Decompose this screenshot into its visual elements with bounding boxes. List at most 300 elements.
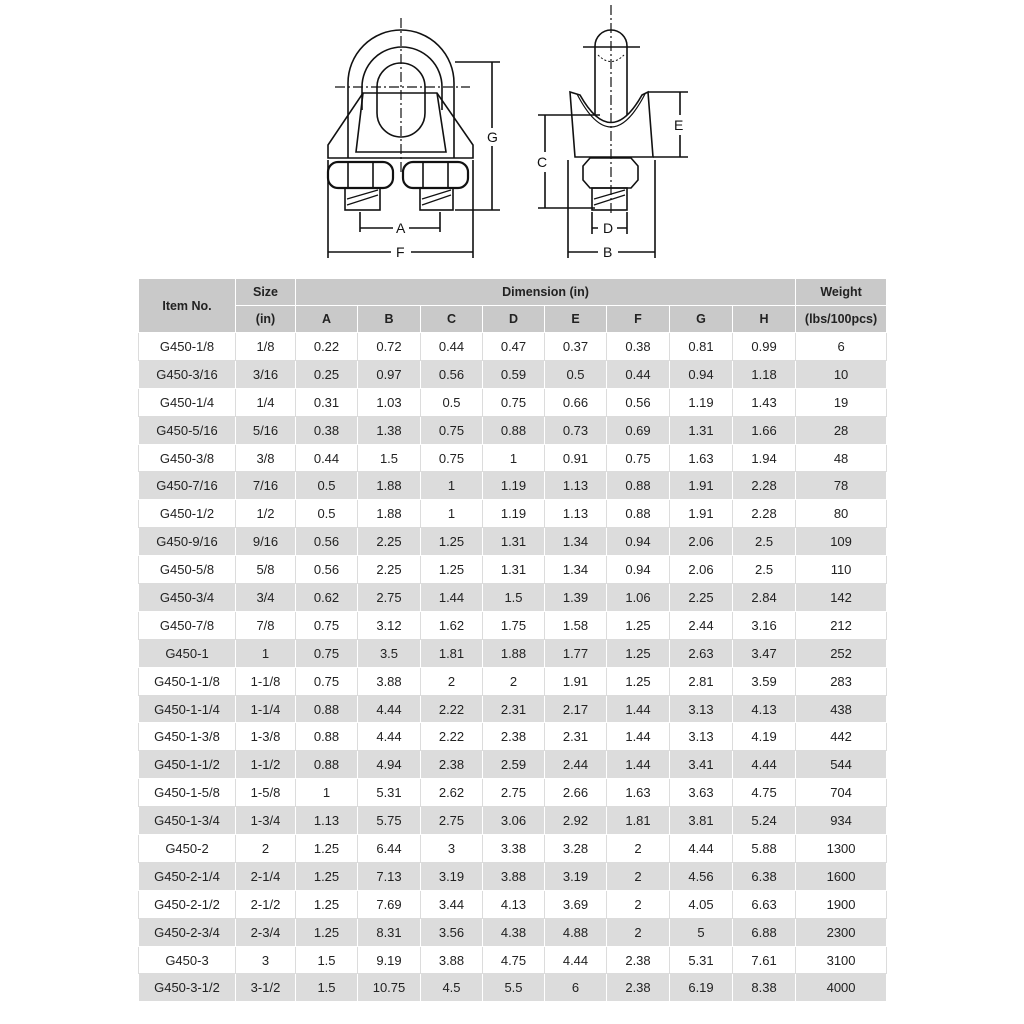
cell-c: 3.44: [421, 890, 483, 918]
table-row: [139, 918, 887, 946]
table-row: [139, 639, 887, 667]
table-row: [139, 723, 887, 751]
cell-c: 0.56: [421, 360, 483, 388]
cell-g: 1.63: [670, 444, 733, 472]
cell-d: 1.5: [483, 584, 545, 612]
cell-e: 2.17: [545, 695, 607, 723]
cell-h: 5.88: [733, 835, 796, 863]
cell-a: 0.75: [296, 667, 358, 695]
cell-e: 4.88: [545, 918, 607, 946]
cell-size: 1/4: [236, 388, 296, 416]
cell-size: 1/2: [236, 500, 296, 528]
header-item-no: Item No.: [139, 279, 236, 333]
cell-weight: 10: [796, 360, 887, 388]
header-dim-a: A: [296, 306, 358, 333]
cell-a: 0.88: [296, 695, 358, 723]
cell-size: 5/16: [236, 416, 296, 444]
cell-h: 1.66: [733, 416, 796, 444]
cell-d: 1.75: [483, 611, 545, 639]
cell-c: 0.5: [421, 388, 483, 416]
cell-g: 2.25: [670, 584, 733, 612]
cell-h: 8.38: [733, 974, 796, 1002]
cell-weight: 544: [796, 751, 887, 779]
cell-h: 4.19: [733, 723, 796, 751]
cell-size: 1: [236, 639, 296, 667]
cell-f: 2: [607, 862, 670, 890]
cell-c: 3.56: [421, 918, 483, 946]
cell-e: 6: [545, 974, 607, 1002]
cell-item: G450-1-1/2: [139, 751, 236, 779]
header-dim-h: H: [733, 306, 796, 333]
cell-d: 4.13: [483, 890, 545, 918]
cell-item: G450-2-1/4: [139, 862, 236, 890]
cell-b: 9.19: [358, 946, 421, 974]
cell-e: 2.92: [545, 807, 607, 835]
cell-f: 1.44: [607, 695, 670, 723]
cell-f: 0.38: [607, 333, 670, 361]
table-row: [139, 779, 887, 807]
cell-e: 1.34: [545, 556, 607, 584]
cell-item: G450-5/16: [139, 416, 236, 444]
cell-d: 2.38: [483, 723, 545, 751]
cell-e: 3.28: [545, 835, 607, 863]
cell-size: 3-1/2: [236, 974, 296, 1002]
cell-g: 2.06: [670, 528, 733, 556]
table-row: [139, 946, 887, 974]
cell-d: 3.06: [483, 807, 545, 835]
cell-c: 0.75: [421, 444, 483, 472]
cell-f: 1.44: [607, 751, 670, 779]
cell-c: 4.5: [421, 974, 483, 1002]
cell-weight: 212: [796, 611, 887, 639]
cell-h: 6.63: [733, 890, 796, 918]
cell-a: 0.75: [296, 611, 358, 639]
cell-size: 1-3/4: [236, 807, 296, 835]
cell-weight: 252: [796, 639, 887, 667]
cell-f: 1.06: [607, 584, 670, 612]
cell-weight: 934: [796, 807, 887, 835]
cell-h: 3.59: [733, 667, 796, 695]
cell-b: 4.94: [358, 751, 421, 779]
cell-b: 0.97: [358, 360, 421, 388]
cell-g: 2.63: [670, 639, 733, 667]
cell-b: 1.5: [358, 444, 421, 472]
cell-a: 0.22: [296, 333, 358, 361]
cell-f: 1.25: [607, 667, 670, 695]
cell-g: 3.41: [670, 751, 733, 779]
cell-f: 2: [607, 918, 670, 946]
cell-g: 2.44: [670, 611, 733, 639]
cell-e: 3.19: [545, 862, 607, 890]
cell-a: 0.5: [296, 472, 358, 500]
cell-a: 1.13: [296, 807, 358, 835]
cell-d: 0.88: [483, 416, 545, 444]
cell-g: 1.19: [670, 388, 733, 416]
dim-label-b: B: [603, 244, 613, 260]
cell-h: 4.13: [733, 695, 796, 723]
cell-e: 0.66: [545, 388, 607, 416]
cell-e: 1.39: [545, 584, 607, 612]
table-row: [139, 974, 887, 1002]
cell-e: 0.37: [545, 333, 607, 361]
cell-d: 1.31: [483, 528, 545, 556]
header-size-unit: (in): [236, 306, 296, 333]
table-row: [139, 584, 887, 612]
cell-b: 1.88: [358, 500, 421, 528]
cell-item: G450-1: [139, 639, 236, 667]
cell-size: 5/8: [236, 556, 296, 584]
cell-d: 4.38: [483, 918, 545, 946]
cell-item: G450-2-3/4: [139, 918, 236, 946]
cell-h: 0.99: [733, 333, 796, 361]
cell-g: 3.63: [670, 779, 733, 807]
cell-c: 1.25: [421, 556, 483, 584]
cell-weight: 78: [796, 472, 887, 500]
cell-h: 1.18: [733, 360, 796, 388]
cell-e: 4.44: [545, 946, 607, 974]
cell-d: 3.38: [483, 835, 545, 863]
cell-c: 1.44: [421, 584, 483, 612]
cell-e: 0.91: [545, 444, 607, 472]
cell-e: 1.13: [545, 472, 607, 500]
cell-weight: 142: [796, 584, 887, 612]
table-row: [139, 667, 887, 695]
front-view: [328, 18, 500, 258]
dim-label-g: G: [487, 129, 498, 145]
cell-f: 0.56: [607, 388, 670, 416]
cell-size: 2: [236, 835, 296, 863]
cell-d: 2.31: [483, 695, 545, 723]
cell-d: 0.75: [483, 388, 545, 416]
table-row: [139, 360, 887, 388]
header-dim-f: F: [607, 306, 670, 333]
cell-d: 5.5: [483, 974, 545, 1002]
cell-a: 0.88: [296, 723, 358, 751]
cell-d: 1.88: [483, 639, 545, 667]
header-dim-e: E: [545, 306, 607, 333]
table-row: [139, 528, 887, 556]
cell-a: 1.25: [296, 918, 358, 946]
cell-weight: 438: [796, 695, 887, 723]
cell-size: 1/8: [236, 333, 296, 361]
cell-h: 2.84: [733, 584, 796, 612]
cell-item: G450-2-1/2: [139, 890, 236, 918]
cell-f: 0.94: [607, 528, 670, 556]
cell-item: G450-1/2: [139, 500, 236, 528]
cell-b: 2.75: [358, 584, 421, 612]
cell-b: 8.31: [358, 918, 421, 946]
wire-rope-clip-drawing: [0, 0, 1024, 275]
cell-d: 4.75: [483, 946, 545, 974]
cell-e: 1.58: [545, 611, 607, 639]
cell-weight: 1300: [796, 835, 887, 863]
cell-f: 0.88: [607, 500, 670, 528]
cell-h: 6.88: [733, 918, 796, 946]
cell-f: 1.63: [607, 779, 670, 807]
cell-c: 3: [421, 835, 483, 863]
cell-b: 7.69: [358, 890, 421, 918]
cell-g: 6.19: [670, 974, 733, 1002]
cell-d: 0.47: [483, 333, 545, 361]
cell-g: 0.94: [670, 360, 733, 388]
cell-item: G450-3: [139, 946, 236, 974]
cell-f: 0.69: [607, 416, 670, 444]
cell-h: 3.16: [733, 611, 796, 639]
header-dim-b: B: [358, 306, 421, 333]
table-row: [139, 500, 887, 528]
cell-size: 2-3/4: [236, 918, 296, 946]
cell-size: 7/16: [236, 472, 296, 500]
cell-h: 6.38: [733, 862, 796, 890]
cell-d: 2: [483, 667, 545, 695]
cell-d: 2.59: [483, 751, 545, 779]
cell-h: 2.5: [733, 556, 796, 584]
cell-e: 0.5: [545, 360, 607, 388]
cell-weight: 1600: [796, 862, 887, 890]
table-row: [139, 890, 887, 918]
cell-weight: 2300: [796, 918, 887, 946]
dim-label-e: E: [674, 117, 684, 133]
cell-h: 2.5: [733, 528, 796, 556]
header-dimension: Dimension (in): [296, 279, 796, 306]
cell-item: G450-1/8: [139, 333, 236, 361]
cell-a: 0.88: [296, 751, 358, 779]
cell-b: 5.31: [358, 779, 421, 807]
cell-a: 0.38: [296, 416, 358, 444]
cell-weight: 1900: [796, 890, 887, 918]
cell-weight: 28: [796, 416, 887, 444]
cell-b: 1.03: [358, 388, 421, 416]
cell-weight: 442: [796, 723, 887, 751]
cell-c: 3.19: [421, 862, 483, 890]
cell-item: G450-3/16: [139, 360, 236, 388]
dim-label-c: C: [537, 154, 548, 170]
table-row: [139, 611, 887, 639]
cell-weight: 4000: [796, 974, 887, 1002]
cell-h: 2.28: [733, 500, 796, 528]
cell-h: 2.28: [733, 472, 796, 500]
cell-a: 1.5: [296, 974, 358, 1002]
cell-b: 5.75: [358, 807, 421, 835]
table-row: [139, 333, 887, 361]
cell-item: G450-2: [139, 835, 236, 863]
cell-b: 2.25: [358, 556, 421, 584]
cell-g: 2.81: [670, 667, 733, 695]
header-weight-unit: (lbs/100pcs): [796, 306, 887, 333]
header-size: Size: [236, 279, 296, 306]
cell-d: 1.31: [483, 556, 545, 584]
dim-label-f: F: [396, 244, 405, 260]
cell-c: 2.38: [421, 751, 483, 779]
cell-e: 1.34: [545, 528, 607, 556]
table-row: [139, 751, 887, 779]
cell-b: 10.75: [358, 974, 421, 1002]
cell-weight: 109: [796, 528, 887, 556]
cell-h: 1.94: [733, 444, 796, 472]
header-dim-d: D: [483, 306, 545, 333]
cell-a: 1.25: [296, 862, 358, 890]
cell-item: G450-1/4: [139, 388, 236, 416]
table-row: [139, 807, 887, 835]
cell-g: 2.06: [670, 556, 733, 584]
cell-b: 4.44: [358, 695, 421, 723]
cell-f: 1.81: [607, 807, 670, 835]
cell-a: 0.75: [296, 639, 358, 667]
table-row: [139, 835, 887, 863]
cell-b: 3.88: [358, 667, 421, 695]
header-dim-c: C: [421, 306, 483, 333]
cell-item: G450-3/8: [139, 444, 236, 472]
table-row: [139, 444, 887, 472]
cell-c: 2.62: [421, 779, 483, 807]
specification-table: [138, 278, 887, 1002]
cell-d: 1: [483, 444, 545, 472]
cell-b: 4.44: [358, 723, 421, 751]
table-row: [139, 862, 887, 890]
cell-a: 0.62: [296, 584, 358, 612]
cell-c: 1: [421, 500, 483, 528]
cell-c: 2: [421, 667, 483, 695]
table-row: [139, 695, 887, 723]
cell-weight: 704: [796, 779, 887, 807]
cell-e: 2.44: [545, 751, 607, 779]
cell-a: 1.5: [296, 946, 358, 974]
cell-c: 0.44: [421, 333, 483, 361]
cell-a: 0.56: [296, 556, 358, 584]
cell-c: 1: [421, 472, 483, 500]
cell-g: 4.05: [670, 890, 733, 918]
cell-weight: 3100: [796, 946, 887, 974]
cell-f: 1.44: [607, 723, 670, 751]
cell-c: 1.62: [421, 611, 483, 639]
cell-g: 3.13: [670, 723, 733, 751]
cell-a: 1: [296, 779, 358, 807]
cell-size: 1-5/8: [236, 779, 296, 807]
cell-weight: 283: [796, 667, 887, 695]
table-row: [139, 472, 887, 500]
cell-g: 1.91: [670, 472, 733, 500]
cell-g: 5: [670, 918, 733, 946]
cell-item: G450-1-1/4: [139, 695, 236, 723]
cell-a: 1.25: [296, 835, 358, 863]
cell-d: 1.19: [483, 500, 545, 528]
cell-e: 2.31: [545, 723, 607, 751]
cell-g: 1.31: [670, 416, 733, 444]
cell-d: 1.19: [483, 472, 545, 500]
cell-weight: 48: [796, 444, 887, 472]
cell-item: G450-1-3/8: [139, 723, 236, 751]
cell-f: 0.88: [607, 472, 670, 500]
cell-a: 0.44: [296, 444, 358, 472]
cell-item: G450-1-5/8: [139, 779, 236, 807]
cell-size: 1-3/8: [236, 723, 296, 751]
cell-h: 5.24: [733, 807, 796, 835]
cell-g: 5.31: [670, 946, 733, 974]
cell-size: 1-1/4: [236, 695, 296, 723]
cell-f: 2: [607, 835, 670, 863]
cell-item: G450-3-1/2: [139, 974, 236, 1002]
cell-e: 1.13: [545, 500, 607, 528]
cell-e: 3.69: [545, 890, 607, 918]
cell-d: 3.88: [483, 862, 545, 890]
dim-label-a: A: [396, 220, 406, 236]
cell-item: G450-7/8: [139, 611, 236, 639]
cell-h: 1.43: [733, 388, 796, 416]
cell-a: 1.25: [296, 890, 358, 918]
cell-h: 4.75: [733, 779, 796, 807]
cell-f: 0.94: [607, 556, 670, 584]
cell-f: 1.25: [607, 611, 670, 639]
dim-label-d: D: [603, 220, 614, 236]
cell-item: G450-5/8: [139, 556, 236, 584]
cell-a: 0.5: [296, 500, 358, 528]
cell-c: 1.81: [421, 639, 483, 667]
cell-size: 2-1/4: [236, 862, 296, 890]
cell-item: G450-9/16: [139, 528, 236, 556]
table-row: [139, 556, 887, 584]
cell-b: 6.44: [358, 835, 421, 863]
cell-c: 3.88: [421, 946, 483, 974]
cell-f: 2.38: [607, 946, 670, 974]
cell-f: 0.75: [607, 444, 670, 472]
cell-g: 4.44: [670, 835, 733, 863]
cell-h: 4.44: [733, 751, 796, 779]
cell-size: 2-1/2: [236, 890, 296, 918]
cell-d: 0.59: [483, 360, 545, 388]
cell-item: G450-3/4: [139, 584, 236, 612]
cell-size: 9/16: [236, 528, 296, 556]
cell-c: 0.75: [421, 416, 483, 444]
cell-weight: 80: [796, 500, 887, 528]
cell-g: 3.81: [670, 807, 733, 835]
cell-a: 0.25: [296, 360, 358, 388]
cell-d: 2.75: [483, 779, 545, 807]
cell-g: 4.56: [670, 862, 733, 890]
cell-e: 1.77: [545, 639, 607, 667]
cell-weight: 19: [796, 388, 887, 416]
table-row: [139, 388, 887, 416]
cell-f: 1.25: [607, 639, 670, 667]
cell-f: 0.44: [607, 360, 670, 388]
cell-g: 3.13: [670, 695, 733, 723]
cell-weight: 110: [796, 556, 887, 584]
cell-item: G450-1-1/8: [139, 667, 236, 695]
cell-size: 3/16: [236, 360, 296, 388]
cell-b: 0.72: [358, 333, 421, 361]
cell-f: 2.38: [607, 974, 670, 1002]
cell-b: 3.5: [358, 639, 421, 667]
cell-b: 1.38: [358, 416, 421, 444]
cell-f: 2: [607, 890, 670, 918]
cell-h: 7.61: [733, 946, 796, 974]
cell-c: 2.75: [421, 807, 483, 835]
cell-c: 1.25: [421, 528, 483, 556]
cell-size: 3: [236, 946, 296, 974]
cell-e: 1.91: [545, 667, 607, 695]
cell-size: 1-1/8: [236, 667, 296, 695]
cell-b: 3.12: [358, 611, 421, 639]
header-dim-g: G: [670, 306, 733, 333]
cell-c: 2.22: [421, 695, 483, 723]
table-row: [139, 416, 887, 444]
cell-a: 0.31: [296, 388, 358, 416]
cell-size: 1-1/2: [236, 751, 296, 779]
cell-b: 2.25: [358, 528, 421, 556]
cell-e: 0.73: [545, 416, 607, 444]
cell-a: 0.56: [296, 528, 358, 556]
cell-g: 1.91: [670, 500, 733, 528]
cell-weight: 6: [796, 333, 887, 361]
